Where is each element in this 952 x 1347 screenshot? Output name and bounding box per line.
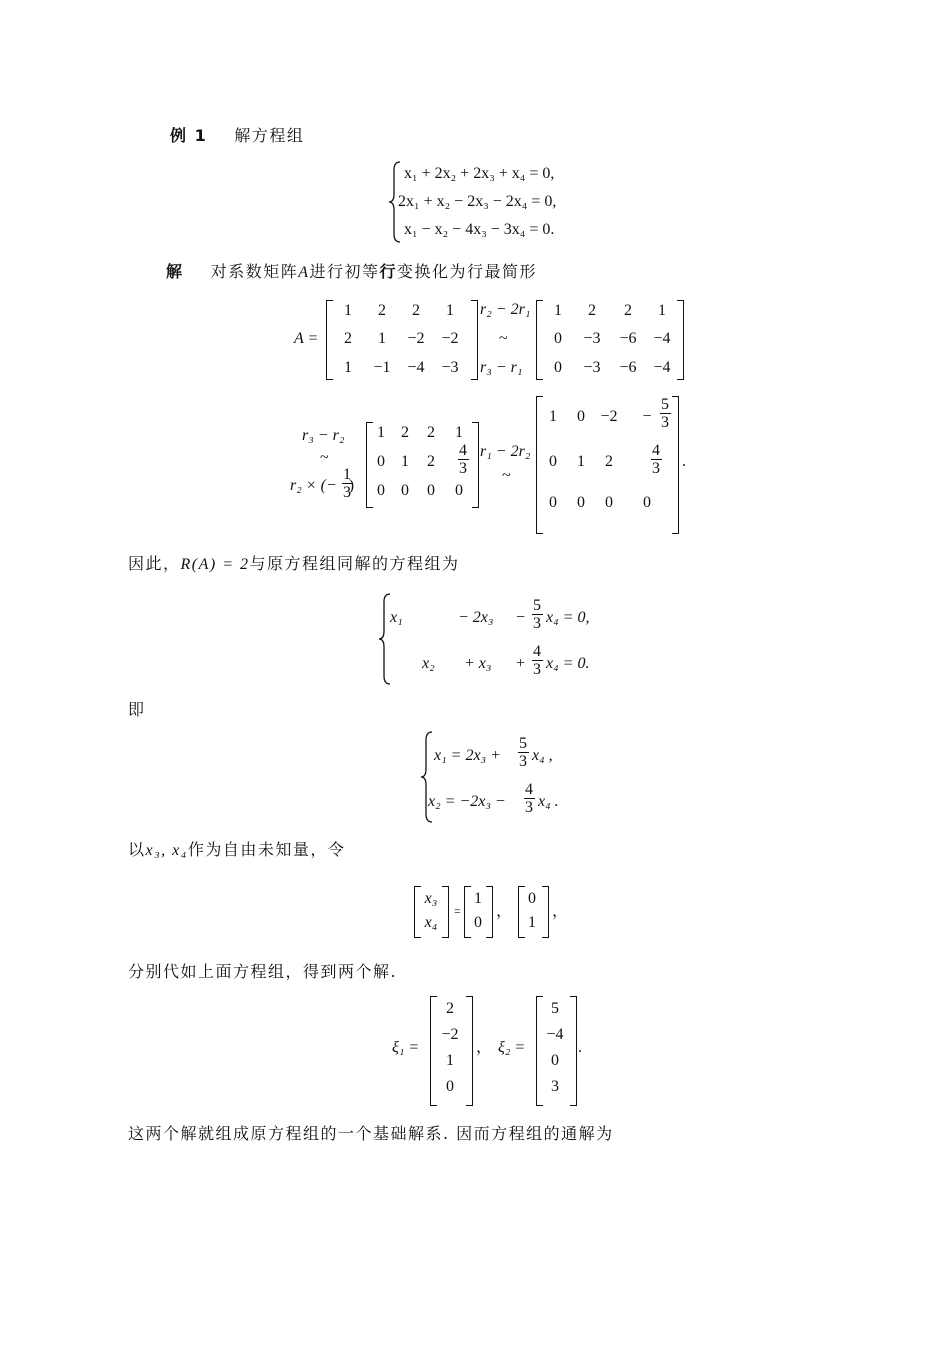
frac-den: 3 (661, 414, 669, 431)
sys2-r2-frac (530, 643, 544, 678)
op-2-bot-text: r₂ × (− (290, 477, 337, 494)
frac-den: 3 (533, 661, 541, 678)
matrix-cell: −3 (441, 359, 459, 376)
rank-expr: R(A) = 2 (180, 556, 250, 573)
sys2-r1-x1: x₁ (390, 609, 403, 626)
frac-num: 4 (459, 442, 467, 459)
solution-label: 解 (166, 262, 184, 281)
op-2-mid: ~ (320, 449, 329, 466)
bracket-right (542, 886, 549, 938)
sys3-r1-frac (516, 735, 530, 770)
matrix-cell: 1 (377, 424, 385, 441)
matrix-cell: 0 (605, 494, 613, 511)
vec-cell: x₃ (424, 890, 438, 907)
frac-den: 3 (652, 460, 660, 477)
matrix-cell: −4 (653, 330, 671, 347)
matrix-a-label: A = (294, 330, 319, 347)
matrix-cell: 1 (549, 408, 557, 425)
op-2-fraction (341, 466, 353, 501)
vector-cell: 1 (446, 1052, 454, 1069)
matrix-cell: 0 (577, 408, 585, 425)
matrix-cell: −1 (373, 359, 391, 376)
matrix-cell: 1 (401, 453, 409, 470)
free-vars: x₃, x₄ (145, 842, 188, 859)
matrix-cell: 1 (344, 359, 352, 376)
matrix-cell: −2 (600, 408, 618, 425)
system-2 (378, 592, 618, 686)
xi1-label: ξ₁ = (392, 1039, 420, 1056)
vector-cell: −2 (441, 1026, 459, 1043)
vector-cell: 2 (446, 1000, 454, 1017)
sys2-r1-sign: − (516, 609, 526, 626)
solution-intro-bold: 行 (379, 262, 398, 281)
sys3-r1-x4: x₄ , (532, 747, 553, 764)
matrix-cell: − (642, 408, 652, 425)
sys2-r2-x2: x₂ (422, 655, 435, 672)
matrix-end: . (682, 453, 686, 470)
matrix-cell: 0 (377, 482, 385, 499)
frac-num: 5 (661, 396, 669, 413)
final-text: 这两个解就组成原方程组的一个基础解系. 因而方程组的通解为 (128, 1124, 614, 1143)
matrix-cell: 2 (378, 302, 386, 319)
rank-pre: 因此， (128, 554, 181, 573)
frac-num: 4 (533, 643, 541, 660)
matrix-cell: −6 (619, 330, 637, 347)
matrix-cell: 2 (427, 453, 435, 470)
matrix-cell: 1 (378, 330, 386, 347)
matrix-cell: 0 (554, 359, 562, 376)
matrix-line-1 (290, 296, 690, 382)
sys2-r1-frac (530, 597, 544, 632)
vec-cell: 0 (528, 890, 536, 907)
solution-intro-post: 变换化为行最简形 (397, 262, 538, 281)
matrix-cell: −3 (583, 330, 601, 347)
solution-intro-text: 对系数矩阵 (210, 262, 299, 281)
matrix-cell: 2 (344, 330, 352, 347)
matrix-cell: −2 (407, 330, 425, 347)
op-1-bot: r₃ − r₁ (480, 359, 523, 376)
bracket-right (486, 886, 493, 938)
matrix-cell: 1 (658, 302, 666, 319)
op-1-mid: ~ (499, 330, 508, 347)
bracket-right (672, 396, 679, 534)
frac-num: 5 (519, 735, 527, 752)
vector-cell: 3 (551, 1078, 559, 1095)
system-1-row-3: x₁ − x₂ − 4x₃ − 3x₄ = 0. (404, 221, 555, 238)
matrix-cell: 1 (554, 302, 562, 319)
sys3-r2-x4: x₄ . (538, 793, 559, 810)
vec-cell: 0 (474, 914, 482, 931)
example-heading (170, 126, 304, 146)
bracket-right (472, 422, 479, 508)
brace-icon (378, 592, 392, 686)
sys3-r2-lhs: x₂ = −2x₃ − (428, 793, 506, 810)
matrix-cell: 2 (588, 302, 596, 319)
example-label: 例 1 (170, 126, 208, 145)
frac-num: 5 (533, 597, 541, 614)
matrix-cell: 1 (455, 424, 463, 441)
op-2-bot-end: ) (348, 477, 355, 494)
matrix-cell: 0 (427, 482, 435, 499)
vec-cell: 1 (528, 914, 536, 931)
m3-fraction-2 (649, 442, 663, 477)
frac-den: 3 (533, 615, 541, 632)
sys2-r2-sign: + (516, 655, 526, 672)
bracket-right (466, 996, 473, 1106)
m3-fraction-1 (658, 396, 672, 431)
substitute-text: 分别代如上面方程组，得到两个解. (128, 962, 398, 981)
matrix-cell: −4 (653, 359, 671, 376)
matrix-cell: 0 (455, 482, 463, 499)
matrix-cell: 0 (549, 494, 557, 511)
frac-num: 4 (652, 442, 660, 459)
vec-comma: ， (496, 903, 514, 920)
free-var-text (128, 840, 345, 861)
sys3-r1-lhs: x₁ = 2x₃ + (434, 747, 501, 764)
op-3-top: r₁ − 2r₂ (480, 443, 531, 460)
frac-num: 4 (525, 781, 533, 798)
vector-cell: −4 (546, 1026, 564, 1043)
matrix-cell: 1 (577, 453, 585, 470)
sys2-r2-x3: + x₃ (464, 655, 492, 672)
matrix-cell: 0 (377, 453, 385, 470)
matrix-cell: −2 (441, 330, 459, 347)
solution-intro (166, 262, 537, 283)
frac-den: 3 (519, 753, 527, 770)
matrix-cell: 0 (577, 494, 585, 511)
bracket-right (570, 996, 577, 1106)
frac-den: 3 (459, 460, 467, 477)
vector-cell: 5 (551, 1000, 559, 1017)
system-1-row-2: 2x₁ + x₂ − 2x₃ − 2x₄ = 0, (398, 193, 557, 210)
xi-comma: ， (476, 1039, 494, 1056)
ji-text: 即 (128, 700, 146, 719)
free-post: 作为自由未知量，令 (187, 840, 346, 859)
op-2-top: r₃ − r₂ (302, 427, 345, 444)
bracket-right (442, 886, 449, 938)
matrix-cell: 2 (412, 302, 420, 319)
matrix-cell: 2 (401, 424, 409, 441)
xi-vectors (392, 994, 592, 1106)
op-3-mid: ~ (502, 467, 511, 484)
matrix-cell: 0 (549, 453, 557, 470)
system-3 (420, 730, 620, 824)
xi-end: . (578, 1039, 582, 1056)
vector-cell: 0 (446, 1078, 454, 1095)
frac-den: 3 (343, 484, 351, 501)
rank-post: 与原方程组同解的方程组为 (249, 554, 460, 573)
sys2-r2-x4: x₄ = 0. (546, 655, 590, 672)
matrix-line-2 (290, 392, 710, 536)
frac-den: 3 (525, 799, 533, 816)
solution-intro-mid: 进行初等 (309, 262, 380, 281)
matrix-cell: −4 (407, 359, 425, 376)
matrix-cell: 0 (554, 330, 562, 347)
matrix-cell: −3 (583, 359, 601, 376)
rank-text (128, 554, 460, 575)
matrix-cell: 2 (624, 302, 632, 319)
sys3-r2-frac (522, 781, 536, 816)
system-1-row-1: x₁ + 2x₂ + 2x₃ + x₄ = 0, (404, 165, 555, 182)
example-title: 解方程组 (234, 126, 305, 145)
free-pre: 以 (128, 840, 146, 859)
xi2-label: ξ₂ = (498, 1039, 526, 1056)
vector-cell: 0 (551, 1052, 559, 1069)
matrix-cell: 0 (401, 482, 409, 499)
m2-fraction (456, 442, 470, 477)
vec-end: ， (552, 903, 570, 920)
sys2-r1-x4: x₄ = 0, (546, 609, 590, 626)
free-vector-line (414, 884, 584, 940)
bracket-right (471, 300, 478, 380)
frac-num: 1 (343, 466, 351, 483)
matrix-cell: 1 (344, 302, 352, 319)
matrix-cell: 0 (643, 494, 651, 511)
bracket-right (677, 300, 684, 380)
system-1 (388, 160, 608, 244)
matrix-cell: 2 (605, 453, 613, 470)
matrix-var: A (298, 264, 310, 281)
matrix-cell: −6 (619, 359, 637, 376)
matrix-cell: 1 (446, 302, 454, 319)
vec-cell: x₄ (424, 914, 438, 931)
vec-cell: 1 (474, 890, 482, 907)
op-1-top: r₂ − 2r₁ (480, 301, 531, 318)
vec-eq: = (454, 904, 461, 918)
sys2-r1-x3: − 2x₃ (458, 609, 494, 626)
matrix-cell: 2 (427, 424, 435, 441)
